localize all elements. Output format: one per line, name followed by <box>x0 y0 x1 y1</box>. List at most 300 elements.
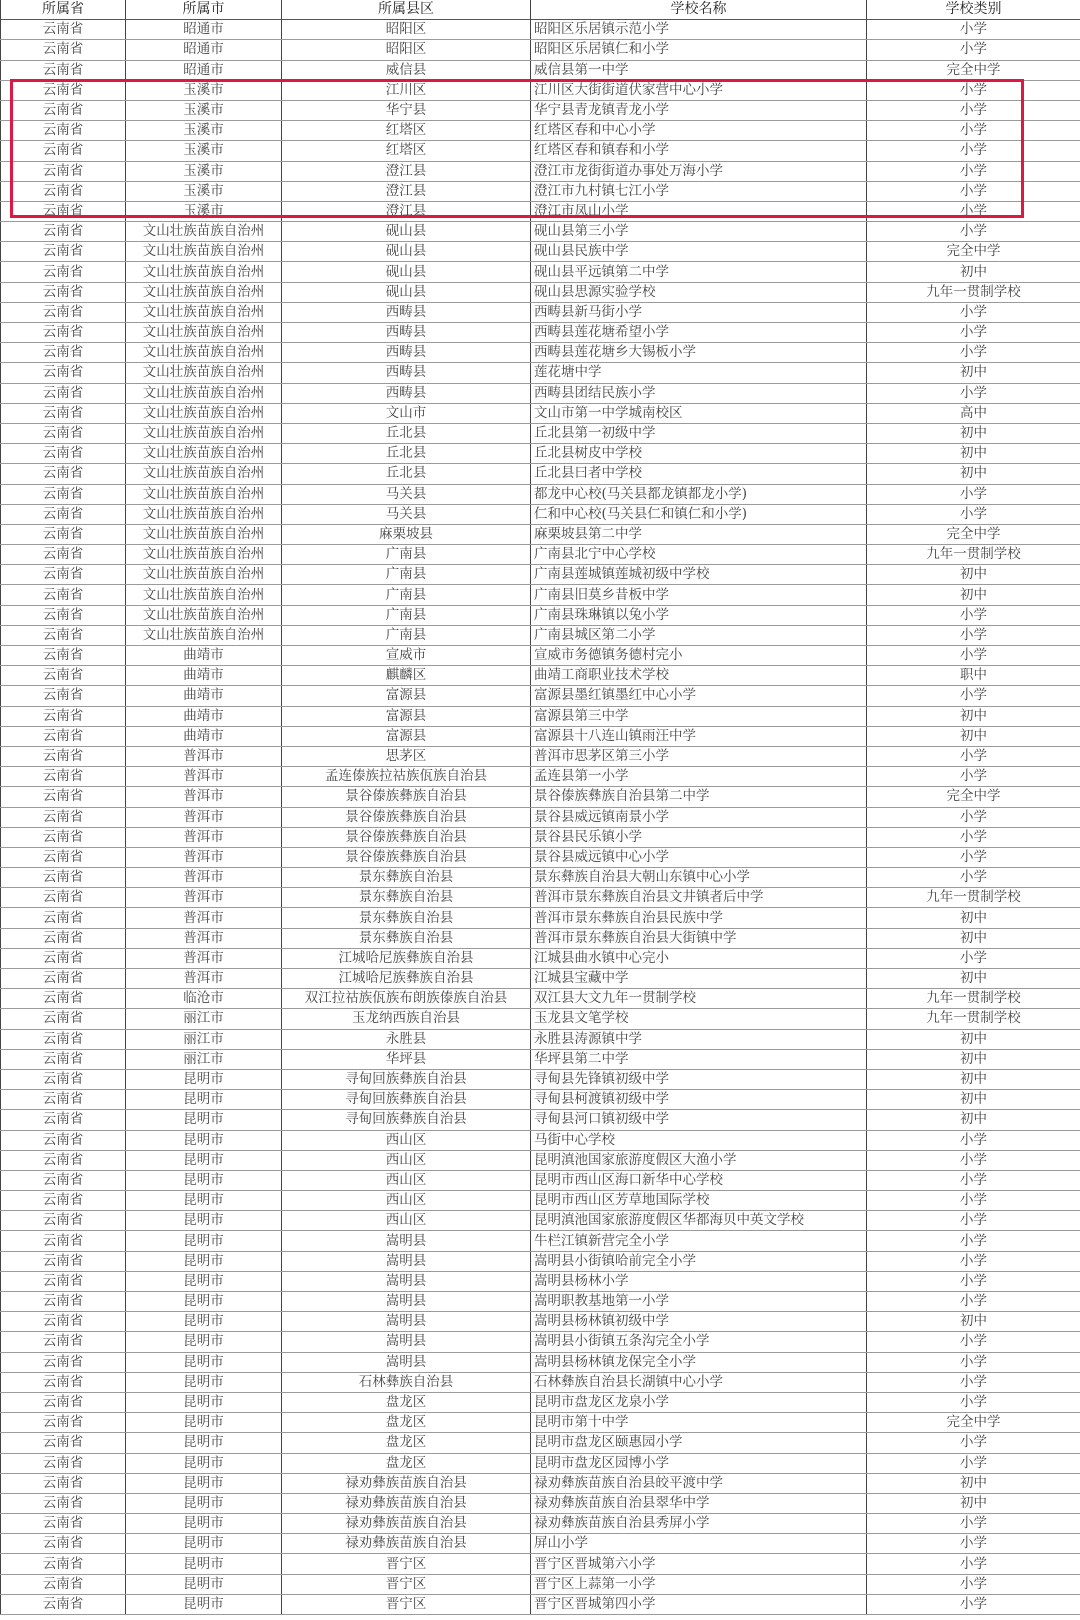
cell-school-type[interactable]: 小学 <box>867 1150 1080 1170</box>
cell-school-type[interactable]: 初中 <box>867 565 1080 585</box>
cell-county[interactable]: 景谷傣族彝族自治县 <box>282 827 531 847</box>
cell-school-name[interactable]: 昭阳区乐居镇示范小学 <box>531 20 867 40</box>
cell-province[interactable]: 云南省 <box>1 706 126 726</box>
cell-county[interactable]: 昭阳区 <box>282 20 531 40</box>
cell-school-name[interactable]: 石林彝族自治县长湖镇中心小学 <box>531 1372 867 1392</box>
cell-province[interactable]: 云南省 <box>1 1271 126 1291</box>
cell-school-type[interactable]: 小学 <box>867 323 1080 343</box>
cell-province[interactable]: 云南省 <box>1 1514 126 1534</box>
cell-school-type[interactable]: 初中 <box>867 464 1080 484</box>
cell-province[interactable]: 云南省 <box>1 989 126 1009</box>
cell-city[interactable]: 曲靖市 <box>126 726 282 746</box>
cell-school-name[interactable]: 孟连县第一小学 <box>531 767 867 787</box>
cell-county[interactable]: 西山区 <box>282 1150 531 1170</box>
cell-school-type[interactable]: 小学 <box>867 1514 1080 1534</box>
cell-county[interactable]: 盘龙区 <box>282 1433 531 1453</box>
cell-school-type[interactable]: 小学 <box>867 141 1080 161</box>
cell-school-type[interactable]: 小学 <box>867 1372 1080 1392</box>
cell-province[interactable]: 云南省 <box>1 464 126 484</box>
cell-province[interactable]: 云南省 <box>1 1332 126 1352</box>
cell-school-name[interactable]: 昆明滇池国家旅游度假区大渔小学 <box>531 1150 867 1170</box>
cell-school-type[interactable]: 初中 <box>867 969 1080 989</box>
cell-city[interactable]: 玉溪市 <box>126 121 282 141</box>
cell-province[interactable]: 云南省 <box>1 262 126 282</box>
cell-county[interactable]: 广南县 <box>282 625 531 645</box>
cell-county[interactable]: 景东彝族自治县 <box>282 868 531 888</box>
cell-city[interactable]: 昭通市 <box>126 60 282 80</box>
cell-province[interactable]: 云南省 <box>1 524 126 544</box>
cell-city[interactable]: 文山壮族苗族自治州 <box>126 625 282 645</box>
cell-province[interactable]: 云南省 <box>1 847 126 867</box>
cell-school-name[interactable]: 普洱市思茅区第三小学 <box>531 746 867 766</box>
cell-school-type[interactable]: 小学 <box>867 1453 1080 1473</box>
cell-province[interactable]: 云南省 <box>1 928 126 948</box>
cell-school-name[interactable]: 昆明市西山区芳草地国际学校 <box>531 1191 867 1211</box>
cell-city[interactable]: 文山壮族苗族自治州 <box>126 423 282 443</box>
cell-school-type[interactable]: 小学 <box>867 686 1080 706</box>
cell-county[interactable]: 景东彝族自治县 <box>282 888 531 908</box>
cell-city[interactable]: 昆明市 <box>126 1271 282 1291</box>
cell-city[interactable]: 文山壮族苗族自治州 <box>126 444 282 464</box>
cell-province[interactable]: 云南省 <box>1 666 126 686</box>
cell-province[interactable]: 云南省 <box>1 141 126 161</box>
cell-school-type[interactable]: 初中 <box>867 1312 1080 1332</box>
cell-province[interactable]: 云南省 <box>1 1029 126 1049</box>
cell-school-type[interactable]: 九年一贯制学校 <box>867 545 1080 565</box>
cell-province[interactable]: 云南省 <box>1 969 126 989</box>
cell-city[interactable]: 文山壮族苗族自治州 <box>126 484 282 504</box>
cell-school-name[interactable]: 昆明市盘龙区园博小学 <box>531 1453 867 1473</box>
cell-city[interactable]: 昆明市 <box>126 1251 282 1271</box>
cell-city[interactable]: 丽江市 <box>126 1009 282 1029</box>
cell-city[interactable]: 昆明市 <box>126 1413 282 1433</box>
cell-school-name[interactable]: 嵩明县杨林镇初级中学 <box>531 1312 867 1332</box>
cell-school-type[interactable]: 小学 <box>867 605 1080 625</box>
cell-province[interactable]: 云南省 <box>1 1493 126 1513</box>
cell-school-type[interactable]: 小学 <box>867 948 1080 968</box>
cell-province[interactable]: 云南省 <box>1 1594 126 1614</box>
header-county[interactable]: 所属县区 <box>282 0 531 20</box>
cell-county[interactable]: 宣威市 <box>282 646 531 666</box>
cell-province[interactable]: 云南省 <box>1 1090 126 1110</box>
cell-province[interactable]: 云南省 <box>1 383 126 403</box>
cell-city[interactable]: 文山壮族苗族自治州 <box>126 222 282 242</box>
cell-school-type[interactable]: 小学 <box>867 1211 1080 1231</box>
cell-city[interactable]: 曲靖市 <box>126 686 282 706</box>
cell-county[interactable]: 西山区 <box>282 1170 531 1190</box>
cell-school-type[interactable]: 小学 <box>867 1433 1080 1453</box>
cell-county[interactable]: 澄江县 <box>282 181 531 201</box>
cell-school-type[interactable]: 初中 <box>867 444 1080 464</box>
cell-city[interactable]: 文山壮族苗族自治州 <box>126 302 282 322</box>
cell-school-name[interactable]: 景东彝族自治县大朝山东镇中心小学 <box>531 868 867 888</box>
cell-school-type[interactable]: 小学 <box>867 100 1080 120</box>
cell-school-name[interactable]: 文山市第一中学城南校区 <box>531 403 867 423</box>
cell-school-name[interactable]: 永胜县涛源镇中学 <box>531 1029 867 1049</box>
cell-province[interactable]: 云南省 <box>1 585 126 605</box>
cell-city[interactable]: 昭通市 <box>126 40 282 60</box>
cell-school-type[interactable]: 小学 <box>867 1352 1080 1372</box>
cell-county[interactable]: 红塔区 <box>282 141 531 161</box>
cell-province[interactable]: 云南省 <box>1 40 126 60</box>
cell-county[interactable]: 盘龙区 <box>282 1392 531 1412</box>
cell-school-type[interactable]: 高中 <box>867 403 1080 423</box>
cell-school-name[interactable]: 景谷傣族彝族自治县第二中学 <box>531 787 867 807</box>
cell-province[interactable]: 云南省 <box>1 787 126 807</box>
cell-province[interactable]: 云南省 <box>1 605 126 625</box>
cell-county[interactable]: 石林彝族自治县 <box>282 1372 531 1392</box>
cell-school-type[interactable]: 小学 <box>867 1534 1080 1554</box>
cell-city[interactable]: 昆明市 <box>126 1554 282 1574</box>
cell-school-type[interactable]: 小学 <box>867 807 1080 827</box>
cell-school-name[interactable]: 景谷县民乐镇小学 <box>531 827 867 847</box>
cell-school-name[interactable]: 丘北县树皮中学校 <box>531 444 867 464</box>
cell-school-type[interactable]: 初中 <box>867 928 1080 948</box>
cell-province[interactable]: 云南省 <box>1 726 126 746</box>
cell-city[interactable]: 昆明市 <box>126 1130 282 1150</box>
cell-school-type[interactable]: 小学 <box>867 847 1080 867</box>
cell-school-name[interactable]: 广南县北宁中心学校 <box>531 545 867 565</box>
cell-province[interactable]: 云南省 <box>1 161 126 181</box>
cell-province[interactable]: 云南省 <box>1 767 126 787</box>
cell-province[interactable]: 云南省 <box>1 1110 126 1130</box>
cell-province[interactable]: 云南省 <box>1 444 126 464</box>
cell-county[interactable]: 玉龙纳西族自治县 <box>282 1009 531 1029</box>
cell-school-type[interactable]: 初中 <box>867 1049 1080 1069</box>
cell-county[interactable]: 广南县 <box>282 565 531 585</box>
cell-county[interactable]: 马关县 <box>282 484 531 504</box>
cell-school-name[interactable]: 双江县大文九年一贯制学校 <box>531 989 867 1009</box>
cell-city[interactable]: 临沧市 <box>126 989 282 1009</box>
cell-province[interactable]: 云南省 <box>1 1009 126 1029</box>
cell-province[interactable]: 云南省 <box>1 323 126 343</box>
cell-province[interactable]: 云南省 <box>1 868 126 888</box>
cell-province[interactable]: 云南省 <box>1 827 126 847</box>
cell-school-type[interactable]: 初中 <box>867 1473 1080 1493</box>
cell-county[interactable]: 澄江县 <box>282 161 531 181</box>
cell-province[interactable]: 云南省 <box>1 282 126 302</box>
cell-city[interactable]: 普洱市 <box>126 827 282 847</box>
cell-county[interactable]: 麻栗坡县 <box>282 524 531 544</box>
cell-county[interactable]: 江城哈尼族彝族自治县 <box>282 969 531 989</box>
cell-county[interactable]: 砚山县 <box>282 262 531 282</box>
cell-county[interactable]: 砚山县 <box>282 222 531 242</box>
cell-county[interactable]: 寻甸回族彝族自治县 <box>282 1090 531 1110</box>
cell-county[interactable]: 广南县 <box>282 605 531 625</box>
cell-school-name[interactable]: 澄江市龙街街道办事处万海小学 <box>531 161 867 181</box>
cell-school-name[interactable]: 嵩明县杨林镇龙保完全小学 <box>531 1352 867 1372</box>
cell-school-name[interactable]: 景谷县威远镇南景小学 <box>531 807 867 827</box>
cell-school-name[interactable]: 昭阳区乐居镇仁和小学 <box>531 40 867 60</box>
cell-province[interactable]: 云南省 <box>1 302 126 322</box>
cell-city[interactable]: 昆明市 <box>126 1352 282 1372</box>
cell-county[interactable]: 晋宁区 <box>282 1574 531 1594</box>
cell-school-type[interactable]: 初中 <box>867 908 1080 928</box>
cell-school-type[interactable]: 九年一贯制学校 <box>867 989 1080 1009</box>
cell-province[interactable]: 云南省 <box>1 1191 126 1211</box>
cell-school-type[interactable]: 小学 <box>867 80 1080 100</box>
cell-school-name[interactable]: 砚山县第三小学 <box>531 222 867 242</box>
cell-school-type[interactable]: 小学 <box>867 121 1080 141</box>
cell-city[interactable]: 普洱市 <box>126 847 282 867</box>
cell-school-type[interactable]: 小学 <box>867 504 1080 524</box>
cell-city[interactable]: 文山壮族苗族自治州 <box>126 363 282 383</box>
cell-city[interactable]: 曲靖市 <box>126 646 282 666</box>
cell-school-type[interactable]: 小学 <box>867 484 1080 504</box>
cell-school-name[interactable]: 牛栏江镇新营完全小学 <box>531 1231 867 1251</box>
cell-province[interactable]: 云南省 <box>1 242 126 262</box>
cell-county[interactable]: 西畴县 <box>282 343 531 363</box>
cell-county[interactable]: 思茅区 <box>282 746 531 766</box>
cell-school-name[interactable]: 晋宁区上蒜第一小学 <box>531 1574 867 1594</box>
cell-county[interactable]: 西畴县 <box>282 323 531 343</box>
cell-school-name[interactable]: 寻甸县柯渡镇初级中学 <box>531 1090 867 1110</box>
cell-city[interactable]: 昆明市 <box>126 1292 282 1312</box>
cell-school-name[interactable]: 西畴县新马街小学 <box>531 302 867 322</box>
cell-city[interactable]: 玉溪市 <box>126 80 282 100</box>
cell-county[interactable]: 嵩明县 <box>282 1292 531 1312</box>
cell-county[interactable]: 孟连傣族拉祜族佤族自治县 <box>282 767 531 787</box>
cell-school-type[interactable]: 小学 <box>867 1130 1080 1150</box>
cell-city[interactable]: 昆明市 <box>126 1473 282 1493</box>
cell-school-name[interactable]: 丘北县第一初级中学 <box>531 423 867 443</box>
cell-school-type[interactable]: 初中 <box>867 1069 1080 1089</box>
cell-county[interactable]: 昭阳区 <box>282 40 531 60</box>
cell-city[interactable]: 玉溪市 <box>126 100 282 120</box>
cell-county[interactable]: 景谷傣族彝族自治县 <box>282 787 531 807</box>
cell-school-name[interactable]: 广南县珠琳镇以兔小学 <box>531 605 867 625</box>
cell-school-type[interactable]: 小学 <box>867 1251 1080 1271</box>
cell-province[interactable]: 云南省 <box>1 343 126 363</box>
cell-county[interactable]: 双江拉祜族佤族布朗族傣族自治县 <box>282 989 531 1009</box>
cell-school-name[interactable]: 昆明滇池国家旅游度假区华都海贝中英文学校 <box>531 1211 867 1231</box>
cell-county[interactable]: 景谷傣族彝族自治县 <box>282 807 531 827</box>
cell-school-type[interactable]: 初中 <box>867 1493 1080 1513</box>
cell-county[interactable]: 西畴县 <box>282 302 531 322</box>
cell-school-name[interactable]: 麻栗坡县第二中学 <box>531 524 867 544</box>
cell-school-name[interactable]: 砚山县民族中学 <box>531 242 867 262</box>
cell-province[interactable]: 云南省 <box>1 1433 126 1453</box>
cell-school-name[interactable]: 西畴县团结民族小学 <box>531 383 867 403</box>
cell-city[interactable]: 普洱市 <box>126 746 282 766</box>
cell-school-type[interactable]: 初中 <box>867 585 1080 605</box>
cell-city[interactable]: 文山壮族苗族自治州 <box>126 545 282 565</box>
cell-province[interactable]: 云南省 <box>1 1049 126 1069</box>
cell-school-name[interactable]: 普洱市景东彝族自治县大街镇中学 <box>531 928 867 948</box>
cell-city[interactable]: 丽江市 <box>126 1029 282 1049</box>
cell-city[interactable]: 文山壮族苗族自治州 <box>126 565 282 585</box>
cell-school-name[interactable]: 禄劝彝族苗族自治县皎平渡中学 <box>531 1473 867 1493</box>
cell-city[interactable]: 曲靖市 <box>126 666 282 686</box>
cell-province[interactable]: 云南省 <box>1 1069 126 1089</box>
cell-county[interactable]: 威信县 <box>282 60 531 80</box>
cell-city[interactable]: 曲靖市 <box>126 706 282 726</box>
cell-school-name[interactable]: 广南县旧莫乡昔板中学 <box>531 585 867 605</box>
cell-province[interactable]: 云南省 <box>1 1413 126 1433</box>
cell-school-name[interactable]: 晋宁区晋城第四小学 <box>531 1594 867 1614</box>
cell-school-name[interactable]: 澄江市凤山小学 <box>531 201 867 221</box>
cell-province[interactable]: 云南省 <box>1 545 126 565</box>
cell-school-name[interactable]: 江城县宝藏中学 <box>531 969 867 989</box>
cell-school-name[interactable]: 嵩明县杨林小学 <box>531 1271 867 1291</box>
cell-school-name[interactable]: 昆明市西山区海口新华中心学校 <box>531 1170 867 1190</box>
cell-county[interactable]: 嵩明县 <box>282 1271 531 1291</box>
cell-school-name[interactable]: 红塔区春和中心小学 <box>531 121 867 141</box>
cell-school-name[interactable]: 禄劝彝族苗族自治县翠华中学 <box>531 1493 867 1513</box>
cell-school-name[interactable]: 嵩明职教基地第一小学 <box>531 1292 867 1312</box>
cell-province[interactable]: 云南省 <box>1 484 126 504</box>
cell-city[interactable]: 普洱市 <box>126 888 282 908</box>
cell-school-name[interactable]: 广南县城区第二小学 <box>531 625 867 645</box>
cell-school-type[interactable]: 小学 <box>867 868 1080 888</box>
cell-city[interactable]: 玉溪市 <box>126 141 282 161</box>
cell-school-type[interactable]: 初中 <box>867 1029 1080 1049</box>
cell-county[interactable]: 富源县 <box>282 706 531 726</box>
cell-city[interactable]: 昆明市 <box>126 1493 282 1513</box>
cell-school-name[interactable]: 富源县第三中学 <box>531 706 867 726</box>
cell-county[interactable]: 景谷傣族彝族自治县 <box>282 847 531 867</box>
cell-city[interactable]: 昆明市 <box>126 1372 282 1392</box>
cell-city[interactable]: 昆明市 <box>126 1069 282 1089</box>
cell-province[interactable]: 云南省 <box>1 1453 126 1473</box>
cell-province[interactable]: 云南省 <box>1 1574 126 1594</box>
cell-school-name[interactable]: 江川区大街街道伏家营中心小学 <box>531 80 867 100</box>
cell-school-type[interactable]: 小学 <box>867 827 1080 847</box>
cell-county[interactable]: 马关县 <box>282 504 531 524</box>
cell-school-name[interactable]: 江城县曲水镇中心完小 <box>531 948 867 968</box>
cell-school-type[interactable]: 小学 <box>867 746 1080 766</box>
cell-school-type[interactable]: 初中 <box>867 262 1080 282</box>
cell-school-name[interactable]: 昆明市第十中学 <box>531 1413 867 1433</box>
cell-school-name[interactable]: 华宁县青龙镇青龙小学 <box>531 100 867 120</box>
cell-county[interactable]: 砚山县 <box>282 242 531 262</box>
cell-school-name[interactable]: 寻甸县河口镇初级中学 <box>531 1110 867 1130</box>
cell-province[interactable]: 云南省 <box>1 201 126 221</box>
cell-province[interactable]: 云南省 <box>1 504 126 524</box>
cell-province[interactable]: 云南省 <box>1 1534 126 1554</box>
cell-city[interactable]: 普洱市 <box>126 868 282 888</box>
cell-city[interactable]: 玉溪市 <box>126 181 282 201</box>
cell-province[interactable]: 云南省 <box>1 121 126 141</box>
cell-school-type[interactable]: 完全中学 <box>867 60 1080 80</box>
cell-county[interactable]: 砚山县 <box>282 282 531 302</box>
cell-school-type[interactable]: 完全中学 <box>867 1413 1080 1433</box>
cell-city[interactable]: 普洱市 <box>126 948 282 968</box>
cell-school-type[interactable]: 小学 <box>867 1191 1080 1211</box>
cell-county[interactable]: 江川区 <box>282 80 531 100</box>
cell-county[interactable]: 禄劝彝族苗族自治县 <box>282 1493 531 1513</box>
cell-city[interactable]: 普洱市 <box>126 807 282 827</box>
cell-county[interactable]: 寻甸回族彝族自治县 <box>282 1110 531 1130</box>
cell-school-name[interactable]: 广南县莲城镇莲城初级中学校 <box>531 565 867 585</box>
cell-county[interactable]: 红塔区 <box>282 121 531 141</box>
cell-school-name[interactable]: 砚山县平远镇第二中学 <box>531 262 867 282</box>
cell-school-name[interactable]: 昆明市盘龙区龙泉小学 <box>531 1392 867 1412</box>
cell-province[interactable]: 云南省 <box>1 100 126 120</box>
cell-school-name[interactable]: 富源县十八连山镇雨汪中学 <box>531 726 867 746</box>
cell-county[interactable]: 寻甸回族彝族自治县 <box>282 1069 531 1089</box>
cell-city[interactable]: 昆明市 <box>126 1392 282 1412</box>
cell-province[interactable]: 云南省 <box>1 1150 126 1170</box>
cell-city[interactable]: 昆明市 <box>126 1534 282 1554</box>
cell-county[interactable]: 江城哈尼族彝族自治县 <box>282 948 531 968</box>
cell-city[interactable]: 普洱市 <box>126 908 282 928</box>
cell-school-type[interactable]: 小学 <box>867 161 1080 181</box>
cell-city[interactable]: 昆明市 <box>126 1170 282 1190</box>
cell-city[interactable]: 普洱市 <box>126 787 282 807</box>
cell-city[interactable]: 普洱市 <box>126 969 282 989</box>
cell-county[interactable]: 永胜县 <box>282 1029 531 1049</box>
cell-county[interactable]: 景东彝族自治县 <box>282 928 531 948</box>
cell-school-type[interactable]: 小学 <box>867 1594 1080 1614</box>
cell-city[interactable]: 昆明市 <box>126 1150 282 1170</box>
cell-school-type[interactable]: 完全中学 <box>867 242 1080 262</box>
cell-province[interactable]: 云南省 <box>1 363 126 383</box>
cell-city[interactable]: 文山壮族苗族自治州 <box>126 605 282 625</box>
cell-city[interactable]: 昆明市 <box>126 1433 282 1453</box>
cell-school-name[interactable]: 华坪县第二中学 <box>531 1049 867 1069</box>
cell-school-name[interactable]: 西畴县莲花塘希望小学 <box>531 323 867 343</box>
cell-city[interactable]: 昭通市 <box>126 20 282 40</box>
cell-city[interactable]: 昆明市 <box>126 1090 282 1110</box>
cell-school-type[interactable]: 小学 <box>867 343 1080 363</box>
cell-city[interactable]: 文山壮族苗族自治州 <box>126 464 282 484</box>
cell-school-type[interactable]: 小学 <box>867 1292 1080 1312</box>
cell-city[interactable]: 文山壮族苗族自治州 <box>126 323 282 343</box>
cell-school-type[interactable]: 初中 <box>867 726 1080 746</box>
cell-county[interactable]: 盘龙区 <box>282 1453 531 1473</box>
header-city[interactable]: 所属市 <box>126 0 282 20</box>
cell-county[interactable]: 丘北县 <box>282 464 531 484</box>
cell-school-name[interactable]: 砚山县思源实验学校 <box>531 282 867 302</box>
cell-school-name[interactable]: 昆明市盘龙区颐惠园小学 <box>531 1433 867 1453</box>
cell-city[interactable]: 昆明市 <box>126 1312 282 1332</box>
cell-province[interactable]: 云南省 <box>1 1231 126 1251</box>
cell-school-type[interactable]: 初中 <box>867 363 1080 383</box>
cell-city[interactable]: 昆明市 <box>126 1514 282 1534</box>
header-school-type[interactable]: 学校类别 <box>867 0 1080 20</box>
cell-county[interactable]: 嵩明县 <box>282 1312 531 1332</box>
cell-city[interactable]: 文山壮族苗族自治州 <box>126 242 282 262</box>
cell-school-type[interactable]: 小学 <box>867 181 1080 201</box>
cell-school-name[interactable]: 景谷县威远镇中心小学 <box>531 847 867 867</box>
cell-province[interactable]: 云南省 <box>1 20 126 40</box>
cell-school-name[interactable]: 威信县第一中学 <box>531 60 867 80</box>
cell-province[interactable]: 云南省 <box>1 403 126 423</box>
cell-county[interactable]: 丘北县 <box>282 444 531 464</box>
cell-city[interactable]: 文山壮族苗族自治州 <box>126 524 282 544</box>
cell-province[interactable]: 云南省 <box>1 1170 126 1190</box>
cell-school-type[interactable]: 九年一贯制学校 <box>867 282 1080 302</box>
cell-school-name[interactable]: 莲花塘中学 <box>531 363 867 383</box>
cell-province[interactable]: 云南省 <box>1 1473 126 1493</box>
cell-county[interactable]: 景东彝族自治县 <box>282 908 531 928</box>
cell-city[interactable]: 文山壮族苗族自治州 <box>126 383 282 403</box>
cell-city[interactable]: 普洱市 <box>126 767 282 787</box>
cell-school-name[interactable]: 晋宁区晋城第六小学 <box>531 1554 867 1574</box>
cell-school-name[interactable]: 普洱市景东彝族自治县文井镇者后中学 <box>531 888 867 908</box>
cell-province[interactable]: 云南省 <box>1 807 126 827</box>
cell-county[interactable]: 西畴县 <box>282 383 531 403</box>
cell-school-type[interactable]: 小学 <box>867 302 1080 322</box>
cell-county[interactable]: 西山区 <box>282 1130 531 1150</box>
cell-city[interactable]: 文山壮族苗族自治州 <box>126 504 282 524</box>
cell-county[interactable]: 富源县 <box>282 686 531 706</box>
cell-province[interactable]: 云南省 <box>1 1312 126 1332</box>
cell-county[interactable]: 广南县 <box>282 585 531 605</box>
cell-county[interactable]: 澄江县 <box>282 201 531 221</box>
cell-school-type[interactable]: 小学 <box>867 1231 1080 1251</box>
